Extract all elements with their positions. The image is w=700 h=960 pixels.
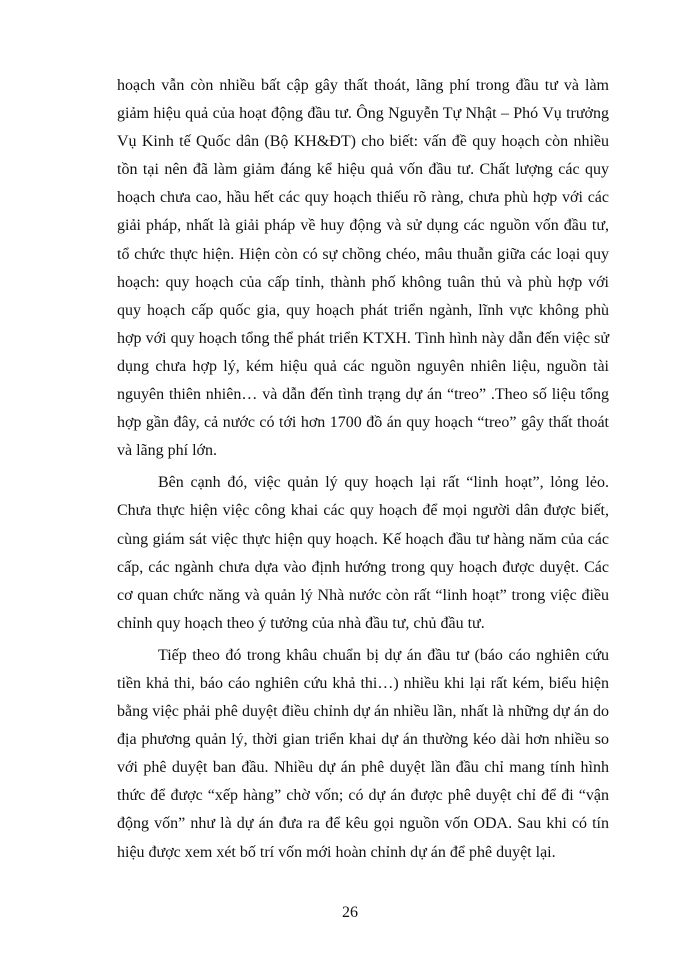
paragraph-project-preparation: Tiếp theo đó trong khâu chuẩn bị dự án đầu tư (báo cáo nghiên cứu tiền khả thi, báo cáo nghiên cứu khả thi…) nhiều khi lại rất kém, biểu hiện bằng việc phải phê duyệt điều chỉnh dự án nhiều lần, nhất là những dự án do địa phương quản lý, thời gian triển khai dự án thường kéo dài hơn nhiều so với phê duyệt ban đầu. Nhiều dự án phê duyệt lần đầu chỉ mang tính hình thức để được “xếp hàng” chờ vốn; có dự án được phê duyệt chỉ để đi “vận động vốn” như là dự án đưa ra để kêu gọi nguồn vốn ODA. Sau khi có tín hiệu được xem xét bố trí vốn mới hoàn chỉnh dự án để phê duyệt lại. [117, 646, 609, 861]
body-text [117, 72, 609, 867]
page-number: 26 [342, 904, 358, 921]
paragraph-planning-management: Bên cạnh đó, việc quản lý quy hoạch lại rất “linh hoạt”, lỏng lẻo. Chưa thực hiện việc công khai các quy hoạch để mọi người dân được biết, cùng giám sát việc thực hiện quy hoạch. Kế hoạch đầu tư hàng năm của các cấp, các ngành chưa dựa vào định hướng trong quy hoạch được duyệt. Các cơ quan chức năng và quản lý Nhà nước còn rất “linh hoạt” trong việc điều chỉnh quy hoạch theo ý tưởng của nhà đầu tư, chủ đầu tư. [117, 474, 609, 632]
paragraph-continuation: hoạch vẫn còn nhiều bất cập gây thất thoát, lãng phí trong đầu tư và làm giảm hiệu quả của hoạt động đầu tư. Ông Nguyễn Tự Nhật – Phó Vụ trưởng Vụ Kinh tế Quốc dân (Bộ KH&ĐT) cho biết: vấn đề quy hoạch còn nhiều tồn tại nên đã làm giảm đáng kể hiệu quả vốn đầu tư. Chất lượng các quy hoạch chưa cao, hầu hết các quy hoạch thiếu rõ ràng, chưa phù hợp với các giải pháp, nhất là giải pháp về huy động và sử dụng các nguồn vốn đầu tư, tổ chức thực hiện. Hiện còn có sự chồng chéo, mâu thuẫn giữa các loại quy hoạch: quy hoạch của cấp tỉnh, thành phố không tuân thủ và phù hợp với quy hoạch cấp quốc gia, quy hoạch phát triển ngành, lĩnh vực không phù hợp với quy hoạch tổng thể phát triển KTXH. Tình hình này dẫn đến việc sử dụng chưa hợp lý, kém hiệu quả các nguồn nguyên nhiên liệu, nguồn tài nguyên thiên nhiên… và dẫn đến tình trạng dự án “treo” .Theo số liệu tổng hợp gần đây, cả nước có tới hơn 1700 đồ án quy hoạch “treo” gây thất thoát và lãng phí lớn. [117, 77, 609, 460]
